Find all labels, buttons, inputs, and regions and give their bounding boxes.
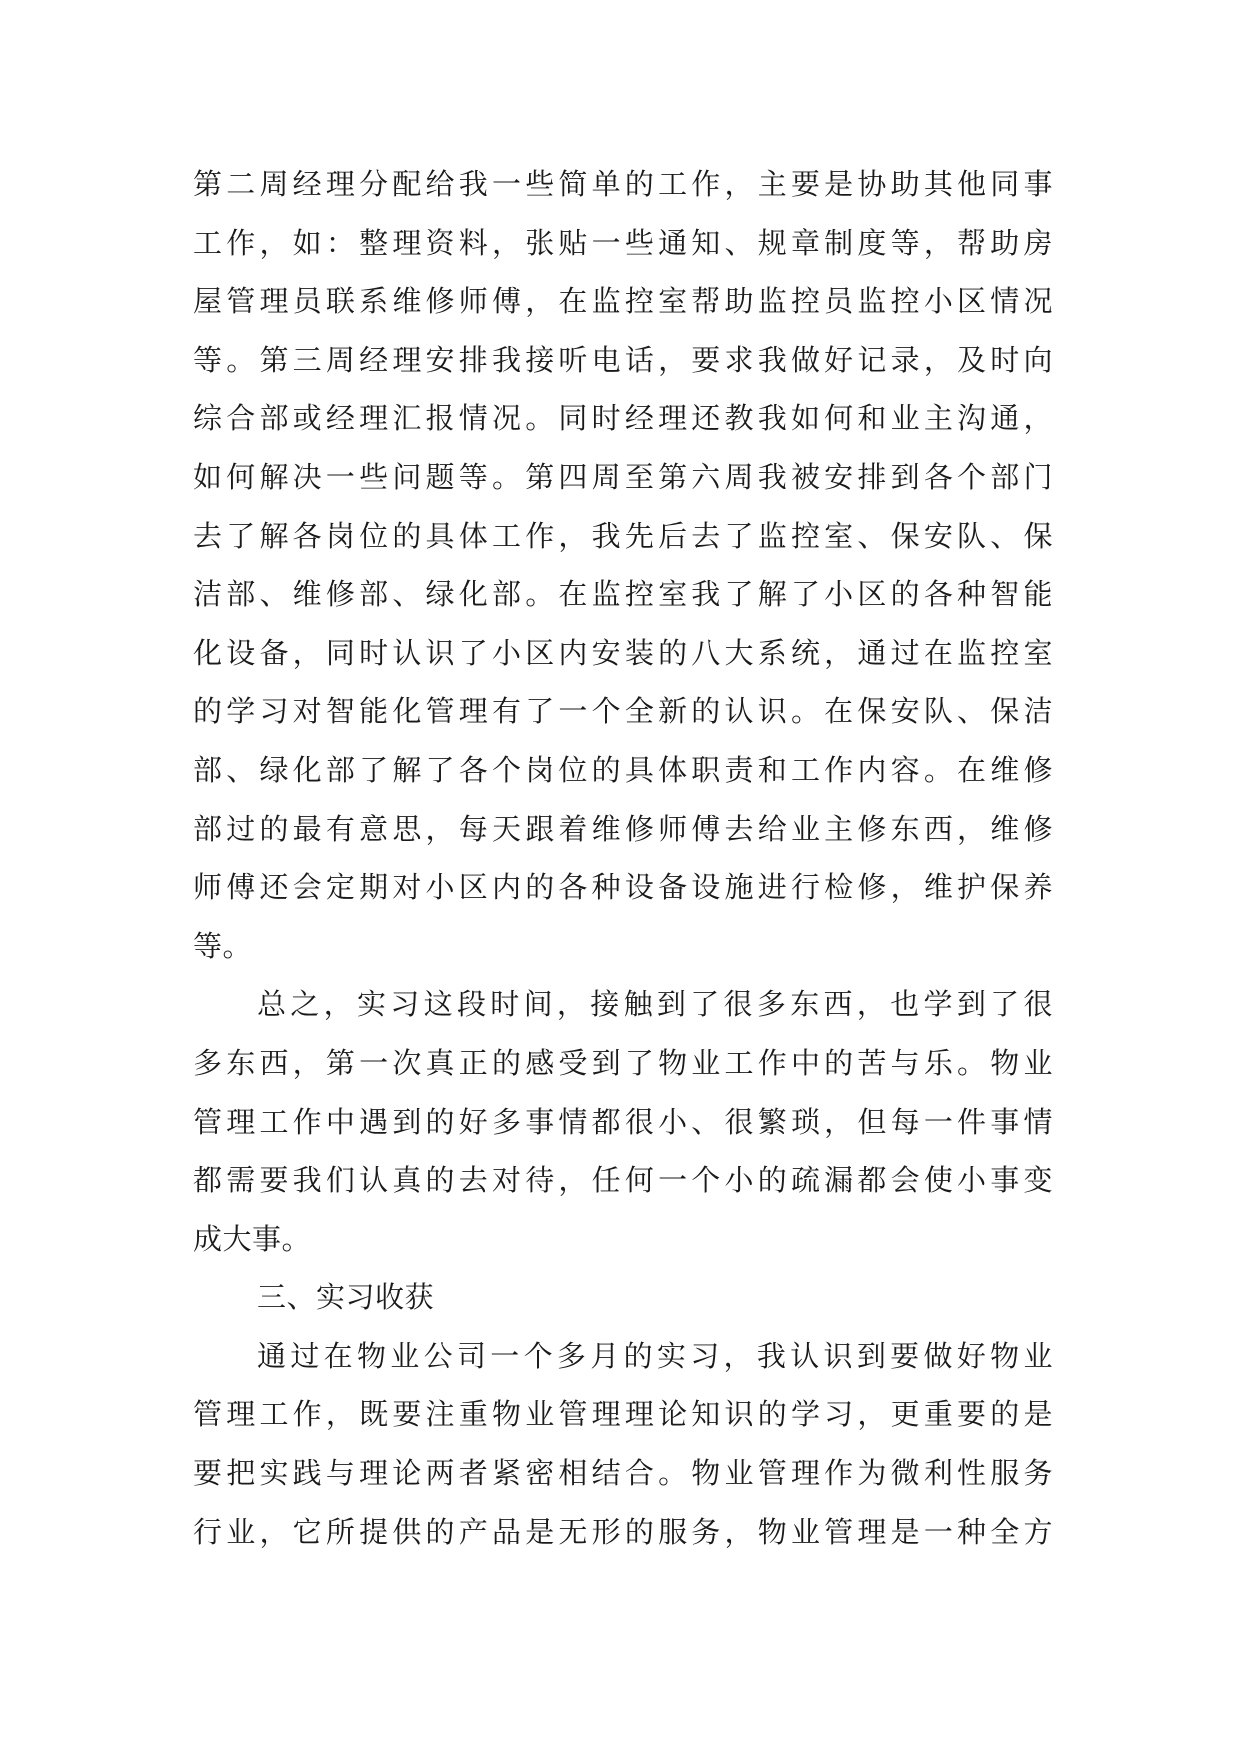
text-line: 综合部或经理汇报情况。同时经理还教我如何和业主沟通，: [193, 401, 1053, 436]
text-line: 等。: [193, 928, 253, 963]
text-line: 部过的最有意思，每天跟着维修师傅去给业主修东西，维修: [193, 811, 1053, 846]
text-line: 屋管理员联系维修师傅，在监控室帮助监控员监控小区情况: [193, 284, 1053, 319]
text-line: 多东西，第一次真正的感受到了物业工作中的苦与乐。物业: [193, 1045, 1053, 1080]
paragraph-first-line: 三、实习收获: [257, 1280, 435, 1315]
text-line: 师傅还会定期对小区内的各种设备设施进行检修，维护保养: [193, 870, 1053, 905]
paragraph-first-line: 总之，实习这段时间，接触到了很多东西，也学到了很: [257, 987, 1053, 1022]
text-line: 去了解各岗位的具体工作，我先后去了监控室、保安队、保: [193, 518, 1053, 553]
text-line: 都需要我们认真的去对待，任何一个小的疏漏都会使小事变: [193, 1163, 1053, 1198]
text-line: 行业，它所提供的产品是无形的服务，物业管理是一种全方: [193, 1514, 1053, 1549]
document-body: [193, 155, 1053, 1561]
text-line: 管理工作中遇到的好多事情都很小、很繁琐，但每一件事情: [193, 1104, 1053, 1139]
text-line: 工作，如：整理资料，张贴一些通知、规章制度等，帮助房: [193, 225, 1053, 260]
text-line: 第二周经理分配给我一些简单的工作，主要是协助其他同事: [193, 167, 1053, 201]
text-line: 的学习对智能化管理有了一个全新的认识。在保安队、保洁: [193, 694, 1053, 729]
text-line: 化设备，同时认识了小区内安装的八大系统，通过在监控室: [193, 635, 1053, 670]
text-line: 要把实践与理论两者紧密相结合。物业管理作为微利性服务: [193, 1456, 1053, 1491]
text-line: 等。第三周经理安排我接听电话，要求我做好记录，及时向: [193, 342, 1053, 377]
text-line: 洁部、维修部、绿化部。在监控室我了解了小区的各种智能: [193, 577, 1053, 612]
text-line: 部、绿化部了解了各个岗位的具体职责和工作内容。在维修: [193, 752, 1053, 787]
text-line: 如何解决一些问题等。第四周至第六周我被安排到各个部门: [193, 459, 1053, 494]
text-line: 管理工作，既要注重物业管理理论知识的学习，更重要的是: [193, 1397, 1053, 1432]
paragraph-first-line: 通过在物业公司一个多月的实习，我认识到要做好物业: [257, 1338, 1053, 1373]
text-line: 成大事。: [193, 1221, 312, 1256]
